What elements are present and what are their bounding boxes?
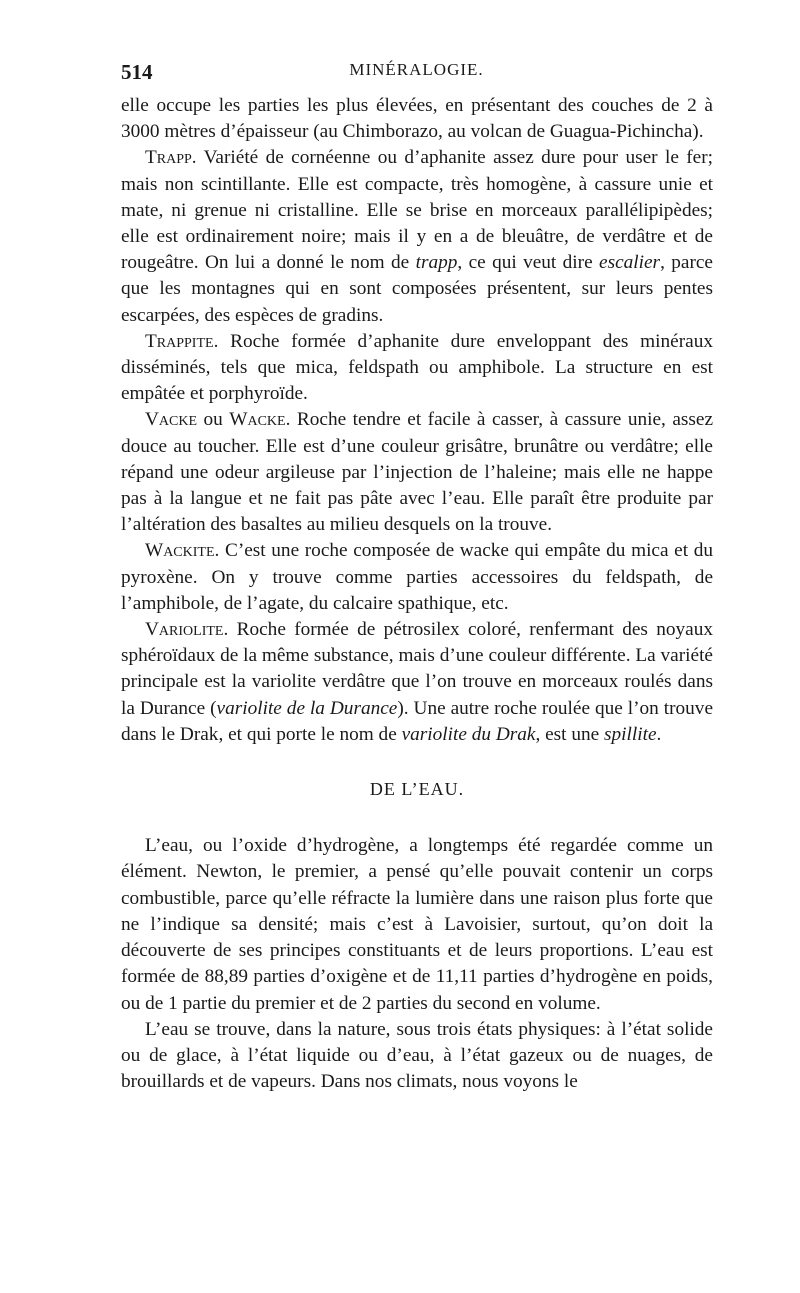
- section-heading: DE L’EAU.: [369, 779, 465, 800]
- entry-text: Variété de cornéenne ou d’aphanite assez dure pour user le fer; mais non scintillante. Elle est compacte, très homogène, à cassure unie et mate, ni grenue ni cristalline. Elle se brise en morceaux parallélipipèdes; elle est ordinairement noire; mais il y en a de bleuâtre, de verdâtre et de rougeâtre. On lui a donné le nom de: [121, 147, 713, 274]
- italic-term: variolite de la Durance: [216, 697, 398, 719]
- entry-term: Wackite.: [145, 540, 220, 562]
- entry-text: Roche formée de pétrosilex coloré, renfermant des noyaux sphéroïdaux de la même substance, mais d’une couleur différente. La variété principale est la variolite verdâtre que l’on trouve en morceaux roulés dans la Durance (: [121, 619, 713, 719]
- entry-text: C’est une roche composée de wacke qui empâte du mica et du pyroxène. On y trouve comme parties accessoires du feldspath, de l’amphibole, de l’agate, du calcaire spathique, etc.: [121, 540, 713, 614]
- entry-text: ). Une autre roche roulée que l’on trouve dans le Drak, et qui porte le nom de: [121, 697, 714, 745]
- italic-term: variolite du Drak: [401, 723, 536, 745]
- entry-wackite: [121, 538, 713, 617]
- italic-term: escalier: [599, 252, 661, 274]
- entry-text: Roche tendre et facile à casser, à cassure unie, assez douce au toucher. Elle est d’une couleur grisâtre, brunâtre ou verdâtre; elle répand une odeur argileuse par l’injection de l’haleine; mais elle ne happe pas à la langue et ne fait pas pâte avec l’eau. Elle paraît être produite par l’altération des basaltes au milieu desquels on la trouve.: [121, 409, 713, 536]
- entry-text: ou: [197, 409, 230, 431]
- entry-term: Trappite.: [145, 330, 219, 352]
- entry-term: Wacke.: [229, 409, 291, 431]
- entry-text: , parce que les montagnes qui en sont composées présentent, sur leurs pentes escarpées, des espèces de gradins.: [121, 252, 713, 326]
- entry-term: Trapp.: [145, 147, 197, 169]
- entry-text: , ce qui veut dire: [457, 252, 600, 274]
- entry-vacke: [121, 407, 713, 538]
- page-header: [121, 60, 712, 85]
- italic-term: trapp: [415, 252, 458, 274]
- page-number: 514: [121, 60, 153, 84]
- entry-term: Variolite.: [145, 619, 229, 641]
- entry-text: .: [656, 723, 662, 745]
- paragraph-continuation: elle occupe les parties les plus élevées, en présentant des couches de 2 à 3000 mètres d’épaisseur (au Chimborazo, au volcan de Guagua-Pichincha).: [121, 95, 713, 143]
- italic-term: spillite: [604, 723, 657, 745]
- entry-term: Vacke: [145, 409, 198, 431]
- entry-variolite: [121, 617, 713, 748]
- paragraph-eau-2: L’eau se trouve, dans la nature, sous trois états physiques: à l’état solide ou de glace, à l’état liquide ou d’eau, à l’état gazeux ou de nuages, de brouillards et de vapeurs. Dans nos climats, nous voyons le: [121, 1018, 713, 1093]
- running-title: MINÉRALOGIE.: [349, 60, 484, 79]
- entry-text: Roche formée d’aphanite dure enveloppant des minéraux disséminés, tels que mica, feldspath ou amphibole. La structure en est empâtée et porphyroïde.: [121, 330, 713, 405]
- entry-text: , est une: [535, 723, 605, 745]
- entry-trappite: [121, 329, 713, 408]
- paragraph-eau-1: L’eau, ou l’oxide d’hydrogène, a longtemps été regardée comme un élément. Newton, le premier, a pensé qu’elle pouvait contenir un corps combustible, parce qu’elle réfracte la lumière dans une raison plus forte que ne l’indique sa densité; mais c’est à Lavoisier, surtout, qu’on doit la découverte de ses principes constituants et de leurs proportions. L’eau est formée de 88,89 parties d’oxigène et de 11,11 parties d’hydrogène en poids, ou de 1 partie du premier et de 2 parties du second en volume.: [121, 835, 713, 1014]
- entry-trapp: [121, 145, 713, 328]
- page-body: [121, 93, 713, 1095]
